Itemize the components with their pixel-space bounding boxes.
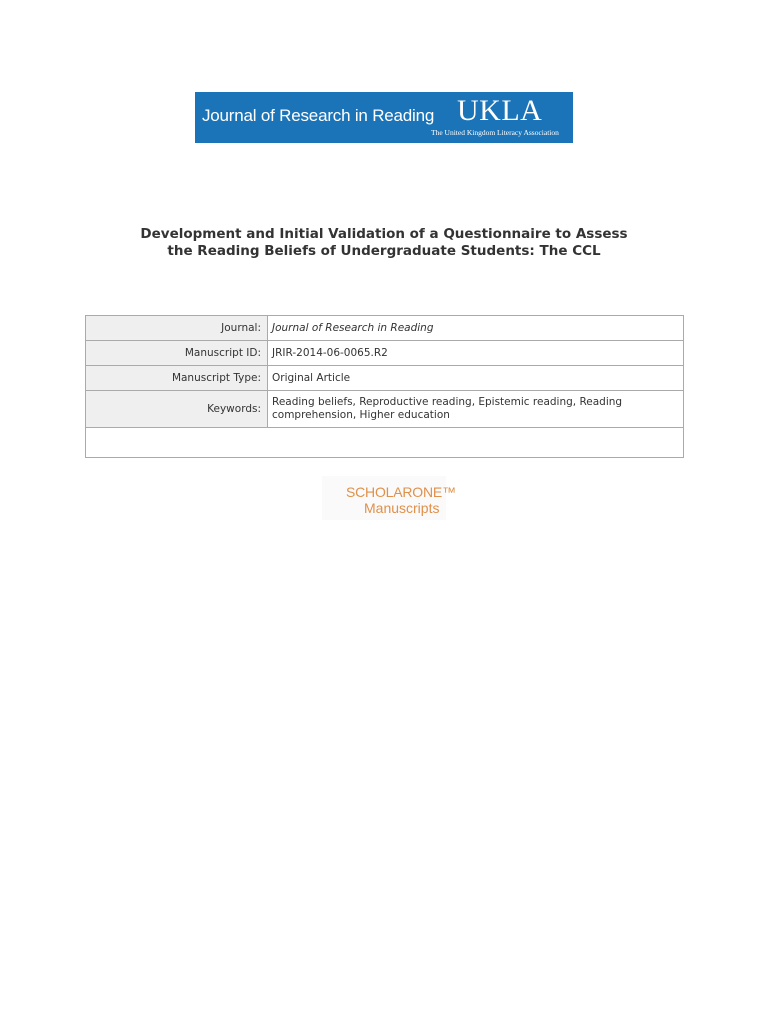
keywords-value: Reading beliefs, Reproductive reading, Epistemic reading, Reading comprehension, Higher education xyxy=(268,391,684,428)
table-row-manuscript-id xyxy=(86,341,684,366)
journal-label: Journal: xyxy=(86,316,268,341)
manuscript-title: Development and Initial Validation of a Questionnaire to Assess the Reading Beliefs of Undergraduate Students: The CCL xyxy=(140,226,628,259)
journal-logo-text: Journal of Research in Reading xyxy=(202,106,435,125)
manuscript-metadata-table xyxy=(85,315,684,458)
manuscript-id-value: JRIR-2014-06-0065.R2 xyxy=(268,341,684,366)
table-row-journal xyxy=(86,316,684,341)
journal-banner-logo xyxy=(195,92,573,143)
manuscript-type-value: Original Article xyxy=(268,366,684,391)
journal-value: Journal of Research in Reading xyxy=(268,316,684,341)
scholarone-logo-line2: Manuscripts xyxy=(364,500,440,516)
ukla-logo-text: UKLA xyxy=(457,94,543,127)
manuscript-type-label: Manuscript Type: xyxy=(86,366,268,391)
keywords-label: Keywords: xyxy=(86,391,268,428)
ukla-full-name: The United Kingdom Literacy Association xyxy=(431,128,559,137)
table-row-empty xyxy=(86,428,684,458)
empty-cell xyxy=(86,428,684,458)
table-row-keywords xyxy=(86,391,684,428)
scholarone-logo-line1: SCHOLARONE™ xyxy=(346,484,456,500)
table-row-manuscript-type xyxy=(86,366,684,391)
scholarone-logo xyxy=(322,476,456,520)
manuscript-id-label: Manuscript ID: xyxy=(86,341,268,366)
